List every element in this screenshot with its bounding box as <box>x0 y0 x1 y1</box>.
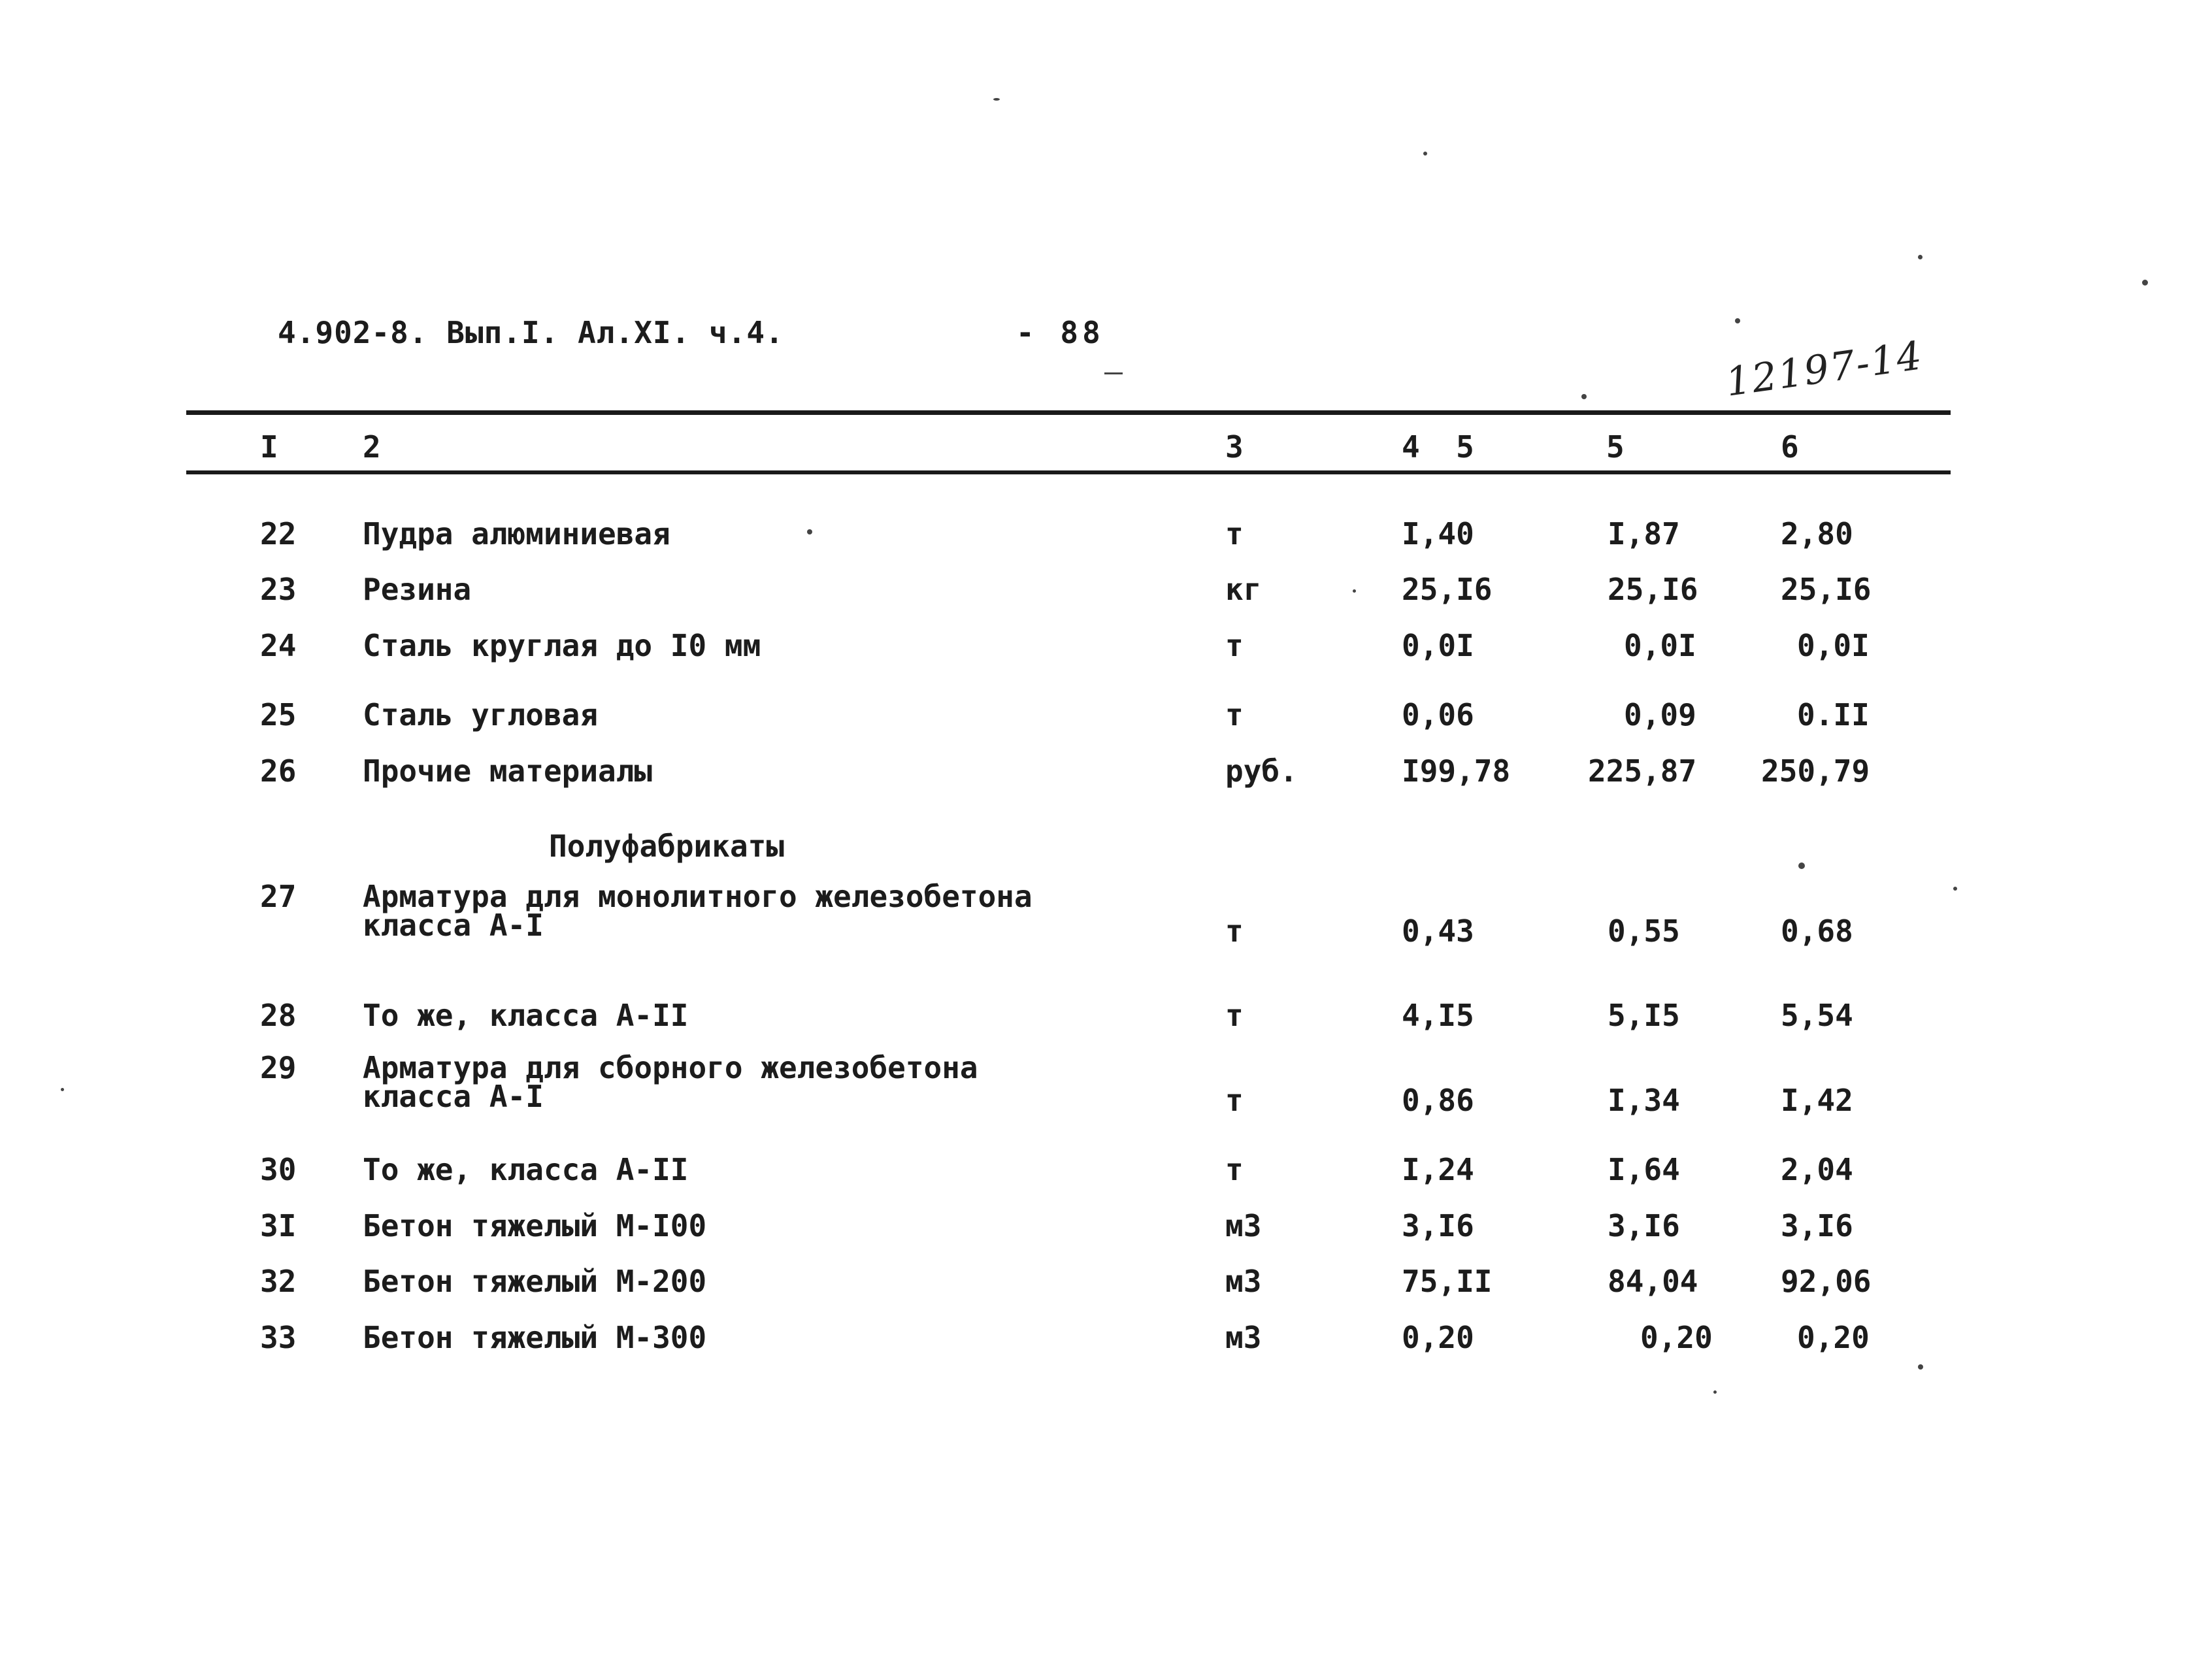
column-header-2: 2 <box>363 429 381 465</box>
row-number: 28 <box>260 998 297 1033</box>
row-number: 32 <box>260 1264 297 1299</box>
material-name: То же, класса А-II <box>363 1152 689 1187</box>
row-number: 30 <box>260 1152 297 1187</box>
column-header-5: 5 <box>1606 429 1625 465</box>
row-number: 26 <box>260 753 297 789</box>
value-col-5: I,87 <box>1608 516 1680 551</box>
unit: руб. <box>1225 753 1298 789</box>
value-col-5: 225,87 <box>1588 753 1697 789</box>
column-header-6: 6 <box>1781 429 1799 465</box>
unit: м3 <box>1225 1208 1262 1243</box>
row-number: 3I <box>260 1208 297 1243</box>
row-number: 33 <box>260 1320 297 1355</box>
section-title: Полуфабрикаты <box>549 829 785 864</box>
unit: т <box>1225 516 1244 551</box>
value-col-5: 5,I5 <box>1608 998 1680 1033</box>
unit: кг <box>1225 572 1262 607</box>
document-code: 4.902-8. Вып.I. Ал.XI. ч.4. <box>278 315 784 350</box>
value-col-5: I,34 <box>1608 1083 1680 1118</box>
value-col-6: 0,20 <box>1797 1320 1870 1355</box>
column-header-1: I <box>260 429 278 465</box>
value-col-4: 25,I6 <box>1402 572 1493 607</box>
material-name: Арматура для сборного железобетона класса А-I <box>363 1050 978 1114</box>
value-col-6: 2,80 <box>1781 516 1853 551</box>
value-col-5: 25,I6 <box>1608 572 1698 607</box>
value-col-4: 4,I5 <box>1402 998 1474 1033</box>
column-header-3: 3 <box>1225 429 1244 465</box>
value-col-5: 0,09 <box>1624 697 1696 732</box>
row-number: 24 <box>260 628 297 663</box>
value-col-5: 0,55 <box>1608 913 1680 949</box>
column-header-4: 4 5 <box>1402 429 1474 465</box>
row-number: 25 <box>260 697 297 732</box>
value-col-4: I99,78 <box>1402 753 1511 789</box>
material-name: Бетон тяжелый М-300 <box>363 1320 707 1355</box>
row-number: 23 <box>260 572 297 607</box>
material-name: Бетон тяжелый М-I00 <box>363 1208 707 1243</box>
table-top-rule <box>186 410 1951 415</box>
material-name: Прочие материалы <box>363 753 653 789</box>
material-name: Арматура для монолитного железобетона класса А-I <box>363 879 1032 943</box>
value-col-4: 0,06 <box>1402 697 1474 732</box>
material-name: То же, класса А-II <box>363 998 689 1033</box>
value-col-5: I,64 <box>1608 1152 1680 1187</box>
unit: т <box>1225 913 1244 949</box>
value-col-6: 3,I6 <box>1781 1208 1853 1243</box>
unit: м3 <box>1225 1264 1262 1299</box>
value-col-4: 0,0I <box>1402 628 1474 663</box>
value-col-6: 5,54 <box>1781 998 1853 1033</box>
value-col-4: I,40 <box>1402 516 1474 551</box>
value-col-4: 3,I6 <box>1402 1208 1474 1243</box>
table-header-rule <box>186 470 1951 474</box>
value-col-6: 0.II <box>1797 697 1870 732</box>
value-col-6: I,42 <box>1781 1083 1853 1118</box>
page-number: - 88 <box>1016 315 1104 350</box>
material-name: Сталь угловая <box>363 697 599 732</box>
material-name: Сталь круглая до I0 мм <box>363 628 761 663</box>
value-col-5: 3,I6 <box>1608 1208 1680 1243</box>
value-col-6: 250,79 <box>1761 753 1870 789</box>
value-col-6: 25,I6 <box>1781 572 1872 607</box>
value-col-5: 0,20 <box>1640 1320 1713 1355</box>
unit: м3 <box>1225 1320 1262 1355</box>
value-col-4: 0,20 <box>1402 1320 1474 1355</box>
material-name: Бетон тяжелый М-200 <box>363 1264 707 1299</box>
row-number: 27 <box>260 879 297 914</box>
unit: т <box>1225 697 1244 732</box>
value-col-6: 2,04 <box>1781 1152 1853 1187</box>
value-col-6: 0,0I <box>1797 628 1870 663</box>
handwritten-note: 12197-14 <box>1723 333 1926 406</box>
value-col-5: 0,0I <box>1624 628 1696 663</box>
row-number: 22 <box>260 516 297 551</box>
value-col-5: 84,04 <box>1608 1264 1698 1299</box>
value-col-6: 92,06 <box>1781 1264 1872 1299</box>
unit: т <box>1225 998 1244 1033</box>
value-col-4: 0,43 <box>1402 913 1474 949</box>
material-name: Резина <box>363 572 472 607</box>
value-col-6: 0,68 <box>1781 913 1853 949</box>
unit: т <box>1225 1083 1244 1118</box>
row-number: 29 <box>260 1050 297 1085</box>
material-name: Пудра алюминиевая <box>363 516 670 551</box>
unit: т <box>1225 628 1244 663</box>
unit: т <box>1225 1152 1244 1187</box>
value-col-4: I,24 <box>1402 1152 1474 1187</box>
value-col-4: 0,86 <box>1402 1083 1474 1118</box>
value-col-4: 75,II <box>1402 1264 1493 1299</box>
